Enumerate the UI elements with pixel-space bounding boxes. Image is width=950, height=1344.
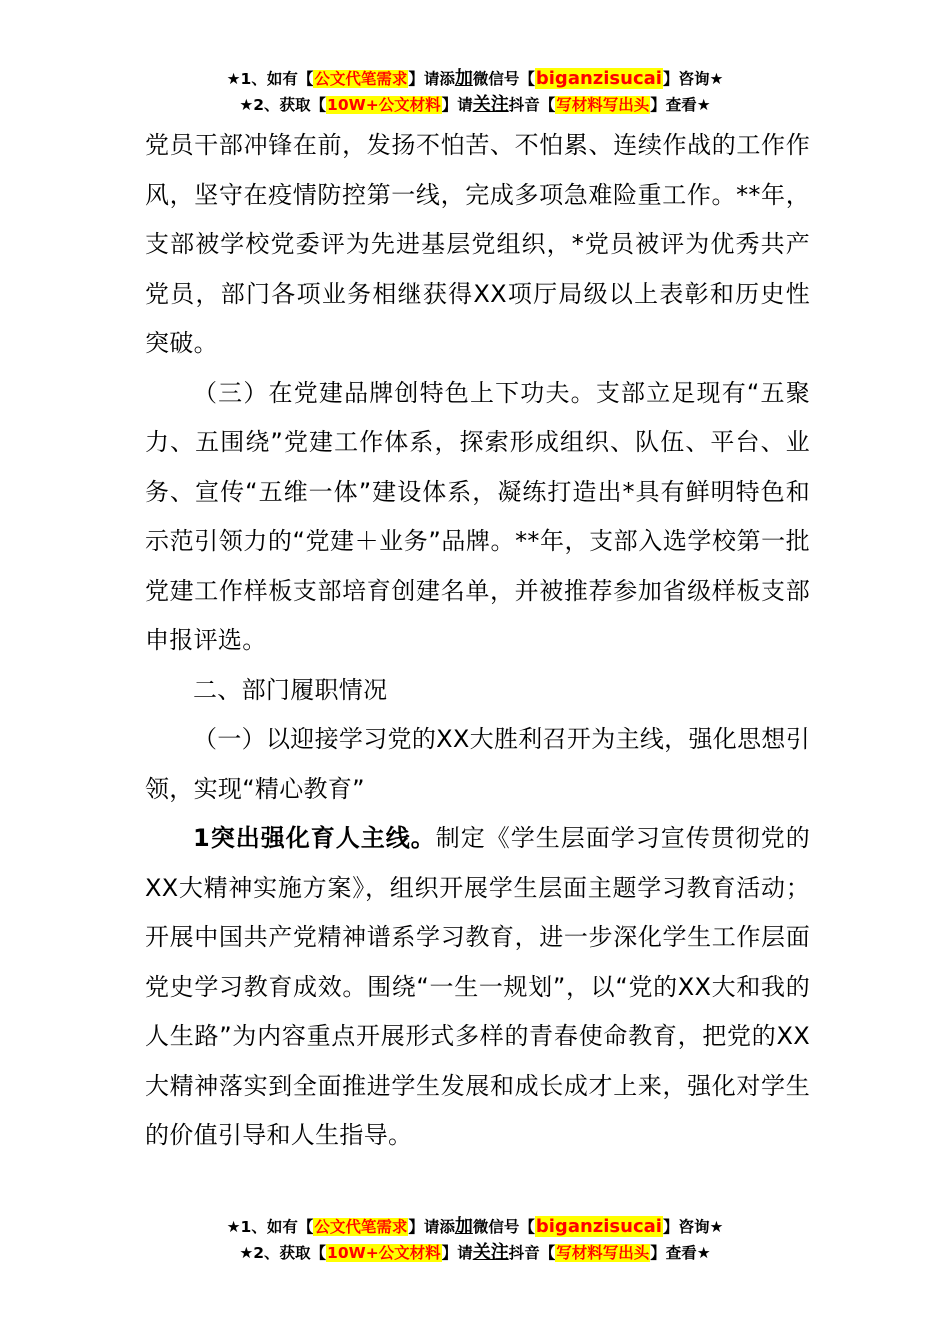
promo-line1-mid-2: 微信号【 (472, 70, 535, 88)
paragraph-section-three: （三）在党建品牌创特色上下功夫。支部立足现有“五聚力、五围绕”党建工作体系，探索形成组织、队伍、平台、业务、宣传“五维一体”建设体系，凝练打造出*具有鲜明特色和示范引领力的“党建＋业务”品牌。**年，支部入选学校第一批党建工作样板支部培育创建名单，并被推荐参加省级样板支部申报评选。 (145, 378, 810, 654)
paragraph-continuation: 党员干部冲锋在前，发扬不怕苦、不怕累、连续作战的工作作风，坚守在疫情防控第一线，完成多项急难险重工作。**年，支部被学校党委评为先进基层党组织，*党员被评为优秀共产党员，部门各项业务相继获得XX项厅局级以上表彰和历史性突破。 (145, 131, 810, 357)
promo-footer-line1-highlight-1: 公文代笔需求 (314, 1218, 408, 1236)
item-one-lead: 1突出强化育人主线。 (193, 824, 436, 852)
promo-line1-prefix: ★1、如有【 (226, 70, 314, 88)
promo-footer-line1-highlight-2: biganzisucai (535, 1216, 662, 1237)
promo-footer-line2-highlight-2: 写材料写出头 (556, 1244, 650, 1262)
promo-footer-line2-underline: 关注 (472, 1242, 509, 1263)
promo-footer-line1-suffix: 】咨询★ (662, 1218, 724, 1236)
promo-line2-highlight-2: 写材料写出头 (556, 96, 650, 114)
promo-line2-highlight-1: 10W+公文材料 (327, 96, 441, 114)
heading-department-duties: 二、部门履职情况 (193, 675, 388, 704)
promo-line2-mid-2: 抖音【 (508, 96, 556, 114)
item-one-text: 制定《学生层面学习宣传贯彻党的XX大精神实施方案》，组织开展学生层面主题学习教育活动；开展中国共产党精神谱系学习教育，进一步深化学生工作层面党史学习教育成效。围绕“一生一规划”，以“党的XX大和我的人生路”为内容重点开展形式多样的青春使命教育，把党的XX大精神落实到全面推进学生发展和成长成才上来，强化对学生的价值引导和人生指导。 (145, 824, 811, 1149)
promo-footer-line2-highlight-1: 10W+公文材料 (327, 1244, 441, 1262)
promo-line2-prefix: ★2、获取【 (239, 96, 327, 114)
promo-footer-line2-prefix: ★2、获取【 (239, 1244, 327, 1262)
subheading-section-one: （一）以迎接学习党的XX大胜利召开为主线，强化思想引领，实现“精心教育” (145, 725, 810, 803)
promo-footer-line1-underline: 加 (454, 1216, 473, 1237)
promo-line2-mid-1: 】请 (441, 96, 473, 114)
promo-line1-suffix: 】咨询★ (662, 70, 724, 88)
promo-footer-line1-prefix: ★1、如有【 (226, 1218, 314, 1236)
promo-line1-highlight-2: biganzisucai (535, 68, 662, 89)
promo-footer-line1-mid-1: 】请添 (408, 1218, 455, 1236)
promo-line2-suffix: 】查看★ (650, 96, 711, 114)
promo-line2-underline: 关注 (472, 94, 509, 115)
promo-line1-mid-1: 】请添 (408, 70, 455, 88)
promo-line-2 (0, 92, 950, 118)
promo-footer (0, 1214, 950, 1266)
paragraph-item-one (145, 814, 810, 1161)
promo-footer-line2-mid-1: 】请 (441, 1244, 473, 1262)
promo-header (0, 66, 950, 118)
promo-line-1 (0, 66, 950, 92)
promo-line1-underline: 加 (454, 68, 473, 89)
promo-footer-line2-mid-2: 抖音【 (508, 1244, 556, 1262)
promo-footer-line1-mid-2: 微信号【 (472, 1218, 535, 1236)
document-body (145, 121, 810, 1161)
promo-footer-line2-suffix: 】查看★ (650, 1244, 711, 1262)
promo-footer-line-2 (0, 1240, 950, 1266)
promo-line1-highlight-1: 公文代笔需求 (314, 70, 408, 88)
promo-footer-line-1 (0, 1214, 950, 1240)
